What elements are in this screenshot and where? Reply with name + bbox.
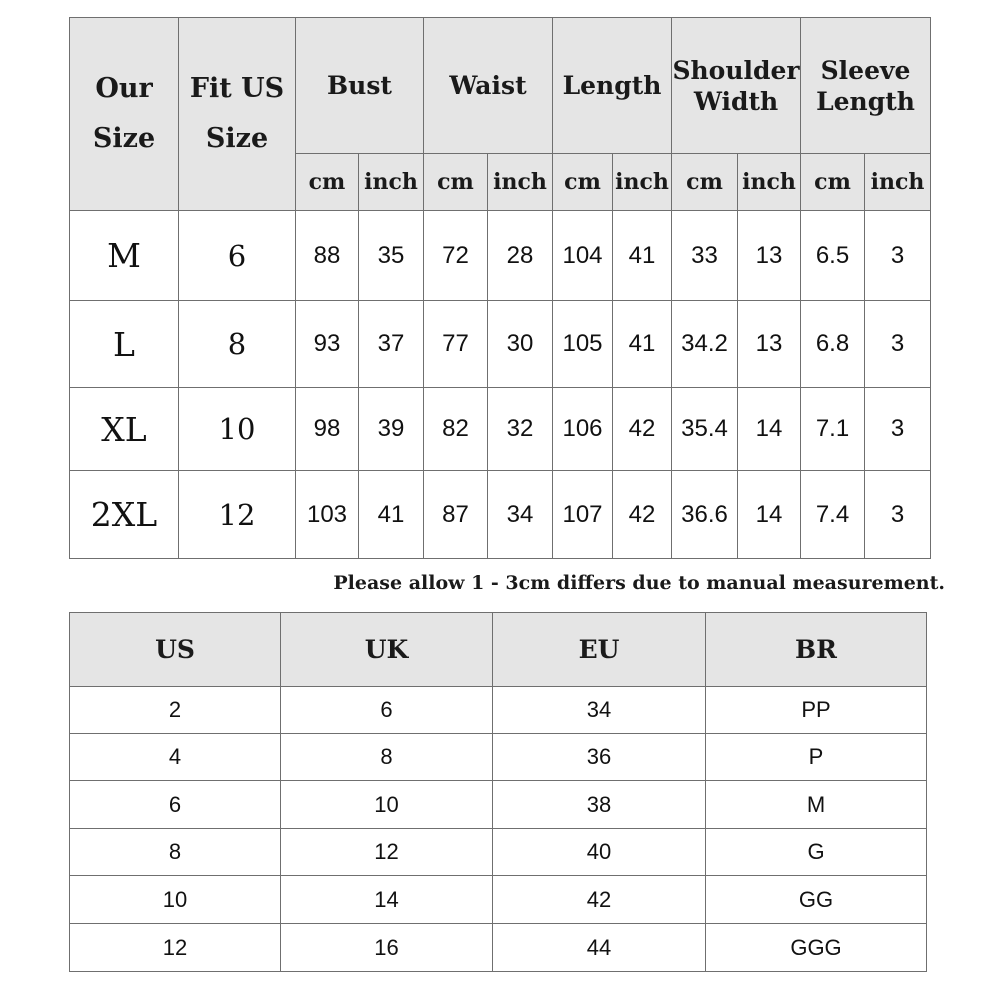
header-shoulder-width: Shoulder Width (672, 18, 801, 154)
unit-cm: cm (801, 154, 865, 211)
fit-us-size: 6 (179, 211, 296, 301)
conversion-cell: 14 (281, 876, 493, 924)
measurement-cell: 93 (296, 301, 359, 388)
size-label: M (70, 211, 179, 301)
unit-inch: inch (488, 154, 553, 211)
measurement-cell: 105 (553, 301, 613, 388)
conversion-cell: GGG (706, 924, 927, 972)
measurement-cell: 33 (672, 211, 738, 301)
conversion-row (70, 687, 927, 734)
conversion-cell: 42 (493, 876, 706, 924)
conversion-cell: 10 (70, 876, 281, 924)
header-sleeve-length: Sleeve Length (801, 18, 931, 154)
unit-cm: cm (296, 154, 359, 211)
measurement-cell: 42 (613, 471, 672, 559)
measurement-cell: 28 (488, 211, 553, 301)
measurement-cell: 35 (359, 211, 424, 301)
measurement-cell: 37 (359, 301, 424, 388)
size-label: 2XL (70, 471, 179, 559)
unit-cm: cm (672, 154, 738, 211)
size-chart-table (69, 17, 931, 559)
measurement-cell: 3 (865, 471, 931, 559)
size-conversion-table (69, 612, 927, 972)
conversion-cell: GG (706, 876, 927, 924)
unit-inch: inch (738, 154, 801, 211)
size-row (70, 388, 931, 471)
measurement-cell: 36.6 (672, 471, 738, 559)
measurement-cell: 13 (738, 211, 801, 301)
unit-inch: inch (865, 154, 931, 211)
size-label: L (70, 301, 179, 388)
conversion-cell: 2 (70, 687, 281, 734)
measurement-cell: 13 (738, 301, 801, 388)
measurement-cell: 14 (738, 471, 801, 559)
header-waist: Waist (424, 18, 553, 154)
conversion-cell: 44 (493, 924, 706, 972)
unit-inch: inch (359, 154, 424, 211)
measurement-cell: 3 (865, 388, 931, 471)
header-fit-us-size: Fit US Size (179, 18, 296, 211)
measurement-cell: 103 (296, 471, 359, 559)
measurement-cell: 6.8 (801, 301, 865, 388)
size-row (70, 301, 931, 388)
measurement-cell: 104 (553, 211, 613, 301)
conversion-cell: 6 (70, 781, 281, 829)
conversion-cell: PP (706, 687, 927, 734)
header-eu: EU (493, 613, 706, 687)
size-row (70, 211, 931, 301)
header-uk: UK (281, 613, 493, 687)
measurement-cell: 88 (296, 211, 359, 301)
conversion-cell: 8 (70, 829, 281, 876)
size-row (70, 471, 931, 559)
conversion-cell: 16 (281, 924, 493, 972)
measurement-cell: 72 (424, 211, 488, 301)
conversion-row (70, 829, 927, 876)
conversion-cell: 36 (493, 734, 706, 781)
measurement-cell: 14 (738, 388, 801, 471)
conversion-cell: 34 (493, 687, 706, 734)
measurement-cell: 39 (359, 388, 424, 471)
conversion-cell: 12 (70, 924, 281, 972)
header-bust: Bust (296, 18, 424, 154)
measurement-cell: 87 (424, 471, 488, 559)
header-br: BR (706, 613, 927, 687)
measurement-cell: 7.4 (801, 471, 865, 559)
measurement-cell: 98 (296, 388, 359, 471)
measurement-cell: 3 (865, 211, 931, 301)
measurement-cell: 34 (488, 471, 553, 559)
measurement-cell: 34.2 (672, 301, 738, 388)
conversion-row (70, 734, 927, 781)
measurement-cell: 77 (424, 301, 488, 388)
fit-us-size: 8 (179, 301, 296, 388)
measurement-cell: 3 (865, 301, 931, 388)
header-us: US (70, 613, 281, 687)
measurement-cell: 30 (488, 301, 553, 388)
conversion-row (70, 876, 927, 924)
conversion-cell: P (706, 734, 927, 781)
conversion-cell: 12 (281, 829, 493, 876)
unit-cm: cm (424, 154, 488, 211)
conversion-cell: 6 (281, 687, 493, 734)
fit-us-size: 12 (179, 471, 296, 559)
unit-inch: inch (613, 154, 672, 211)
measurement-cell: 82 (424, 388, 488, 471)
header-our-size: Our Size (70, 18, 179, 211)
conversion-cell: 40 (493, 829, 706, 876)
size-label: XL (70, 388, 179, 471)
measurement-cell: 41 (613, 301, 672, 388)
header-length: Length (553, 18, 672, 154)
measurement-cell: 106 (553, 388, 613, 471)
conversion-cell: 8 (281, 734, 493, 781)
measurement-note: Please allow 1 - 3cm differs due to manual measurement. (333, 572, 945, 594)
measurement-cell: 6.5 (801, 211, 865, 301)
conversion-cell: 10 (281, 781, 493, 829)
unit-cm: cm (553, 154, 613, 211)
conversion-cell: 4 (70, 734, 281, 781)
measurement-cell: 107 (553, 471, 613, 559)
conversion-cell: 38 (493, 781, 706, 829)
measurement-cell: 41 (359, 471, 424, 559)
conversion-cell: M (706, 781, 927, 829)
fit-us-size: 10 (179, 388, 296, 471)
conversion-row (70, 924, 927, 972)
measurement-cell: 41 (613, 211, 672, 301)
measurement-cell: 35.4 (672, 388, 738, 471)
measurement-cell: 7.1 (801, 388, 865, 471)
conversion-cell: G (706, 829, 927, 876)
measurement-cell: 42 (613, 388, 672, 471)
measurement-cell: 32 (488, 388, 553, 471)
conversion-row (70, 781, 927, 829)
